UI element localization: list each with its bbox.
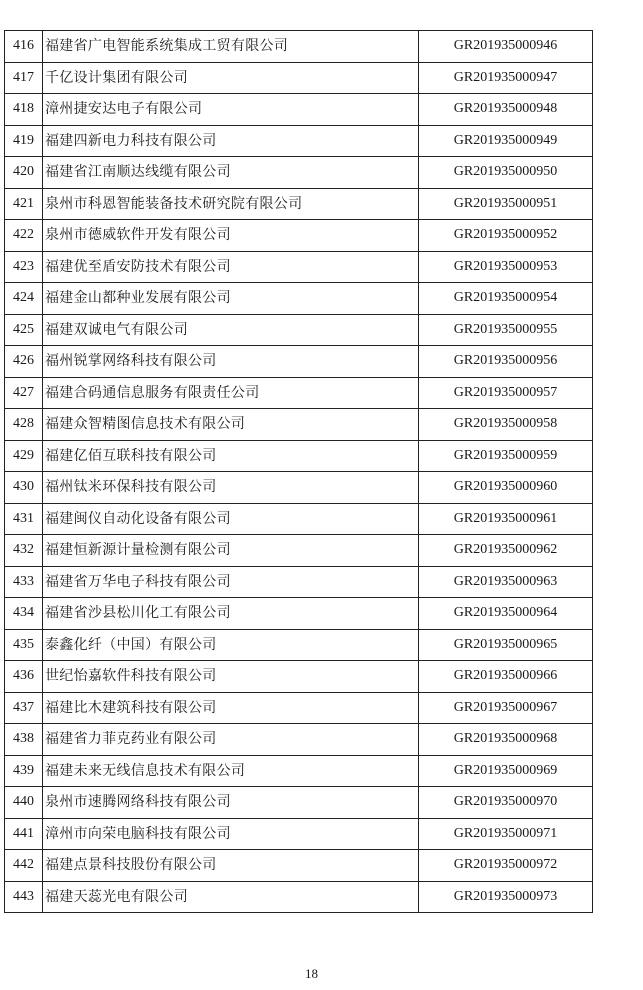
table-row <box>5 598 593 630</box>
table-row <box>5 787 593 819</box>
table-row <box>5 566 593 598</box>
row-number: 432 <box>5 535 43 567</box>
certificate-number: GR201935000966 <box>419 661 593 693</box>
table-row <box>5 472 593 504</box>
table-row <box>5 94 593 126</box>
row-number: 425 <box>5 314 43 346</box>
certificate-number: GR201935000963 <box>419 566 593 598</box>
table-row <box>5 818 593 850</box>
company-name: 福建恒新源计量检测有限公司 <box>43 535 419 567</box>
company-name: 泉州市科恩智能装备技术研究院有限公司 <box>43 188 419 220</box>
row-number: 443 <box>5 881 43 913</box>
row-number: 437 <box>5 692 43 724</box>
page-number: 18 <box>305 966 318 981</box>
company-certificate-table <box>4 30 593 913</box>
row-number: 433 <box>5 566 43 598</box>
row-number: 418 <box>5 94 43 126</box>
table-row <box>5 157 593 189</box>
row-number: 420 <box>5 157 43 189</box>
row-number: 430 <box>5 472 43 504</box>
certificate-number: GR201935000973 <box>419 881 593 913</box>
certificate-number: GR201935000971 <box>419 818 593 850</box>
row-number: 440 <box>5 787 43 819</box>
certificate-number: GR201935000967 <box>419 692 593 724</box>
company-name: 福建省万华电子科技有限公司 <box>43 566 419 598</box>
row-number: 429 <box>5 440 43 472</box>
company-name: 福州钛米环保科技有限公司 <box>43 472 419 504</box>
certificate-number: GR201935000970 <box>419 787 593 819</box>
table-row <box>5 409 593 441</box>
company-name: 福州锐掌网络科技有限公司 <box>43 346 419 378</box>
company-name: 福建双诚电气有限公司 <box>43 314 419 346</box>
certificate-number: GR201935000946 <box>419 31 593 63</box>
table-row <box>5 346 593 378</box>
certificate-number: GR201935000959 <box>419 440 593 472</box>
company-name: 福建点景科技股份有限公司 <box>43 850 419 882</box>
table-row <box>5 220 593 252</box>
certificate-number: GR201935000951 <box>419 188 593 220</box>
table-row <box>5 850 593 882</box>
table-row <box>5 440 593 472</box>
certificate-number: GR201935000961 <box>419 503 593 535</box>
certificate-number: GR201935000954 <box>419 283 593 315</box>
table-row <box>5 62 593 94</box>
company-name: 福建省力菲克药业有限公司 <box>43 724 419 756</box>
row-number: 439 <box>5 755 43 787</box>
company-name: 福建未来无线信息技术有限公司 <box>43 755 419 787</box>
table-row <box>5 31 593 63</box>
certificate-number: GR201935000950 <box>419 157 593 189</box>
company-name: 泉州市德威软件开发有限公司 <box>43 220 419 252</box>
table-row <box>5 283 593 315</box>
row-number: 435 <box>5 629 43 661</box>
company-name: 漳州捷安达电子有限公司 <box>43 94 419 126</box>
certificate-number: GR201935000956 <box>419 346 593 378</box>
company-name: 福建闽仪自动化设备有限公司 <box>43 503 419 535</box>
certificate-number: GR201935000949 <box>419 125 593 157</box>
company-name: 福建省广电智能系统集成工贸有限公司 <box>43 31 419 63</box>
row-number: 438 <box>5 724 43 756</box>
company-name: 福建比木建筑科技有限公司 <box>43 692 419 724</box>
certificate-number: GR201935000958 <box>419 409 593 441</box>
certificate-number: GR201935000962 <box>419 535 593 567</box>
table-row <box>5 125 593 157</box>
company-name: 漳州市向荣电脑科技有限公司 <box>43 818 419 850</box>
table-row <box>5 251 593 283</box>
table-row <box>5 314 593 346</box>
certificate-number: GR201935000952 <box>419 220 593 252</box>
company-name: 福建亿佰互联科技有限公司 <box>43 440 419 472</box>
company-name: 泉州市速腾网络科技有限公司 <box>43 787 419 819</box>
company-name: 福建合码通信息服务有限责任公司 <box>43 377 419 409</box>
company-name: 福建省沙县松川化工有限公司 <box>43 598 419 630</box>
table-row <box>5 755 593 787</box>
row-number: 441 <box>5 818 43 850</box>
company-name: 福建四新电力科技有限公司 <box>43 125 419 157</box>
certificate-number: GR201935000953 <box>419 251 593 283</box>
certificate-number: GR201935000969 <box>419 755 593 787</box>
row-number: 421 <box>5 188 43 220</box>
row-number: 426 <box>5 346 43 378</box>
table-row <box>5 881 593 913</box>
certificate-number: GR201935000972 <box>419 850 593 882</box>
table-row <box>5 692 593 724</box>
row-number: 428 <box>5 409 43 441</box>
certificate-number: GR201935000948 <box>419 94 593 126</box>
company-name: 福建金山都种业发展有限公司 <box>43 283 419 315</box>
table-row <box>5 377 593 409</box>
row-number: 436 <box>5 661 43 693</box>
certificate-number: GR201935000957 <box>419 377 593 409</box>
certificate-number: GR201935000955 <box>419 314 593 346</box>
company-name: 千亿设计集团有限公司 <box>43 62 419 94</box>
company-name: 福建省江南顺达线缆有限公司 <box>43 157 419 189</box>
row-number: 434 <box>5 598 43 630</box>
row-number: 419 <box>5 125 43 157</box>
row-number: 417 <box>5 62 43 94</box>
certificate-number: GR201935000965 <box>419 629 593 661</box>
row-number: 431 <box>5 503 43 535</box>
certificate-number: GR201935000960 <box>419 472 593 504</box>
certificate-number: GR201935000947 <box>419 62 593 94</box>
row-number: 423 <box>5 251 43 283</box>
table-body <box>5 31 593 913</box>
certificate-number: GR201935000964 <box>419 598 593 630</box>
company-name: 福建众智精图信息技术有限公司 <box>43 409 419 441</box>
table-row <box>5 535 593 567</box>
table-row <box>5 503 593 535</box>
table-row <box>5 188 593 220</box>
row-number: 416 <box>5 31 43 63</box>
row-number: 427 <box>5 377 43 409</box>
company-name: 泰鑫化纤（中国）有限公司 <box>43 629 419 661</box>
row-number: 422 <box>5 220 43 252</box>
table-row <box>5 724 593 756</box>
company-name: 世纪怡嘉软件科技有限公司 <box>43 661 419 693</box>
company-name: 福建优至盾安防技术有限公司 <box>43 251 419 283</box>
certificate-number: GR201935000968 <box>419 724 593 756</box>
table-row <box>5 661 593 693</box>
table-row <box>5 629 593 661</box>
company-name: 福建天蕊光电有限公司 <box>43 881 419 913</box>
row-number: 442 <box>5 850 43 882</box>
row-number: 424 <box>5 283 43 315</box>
